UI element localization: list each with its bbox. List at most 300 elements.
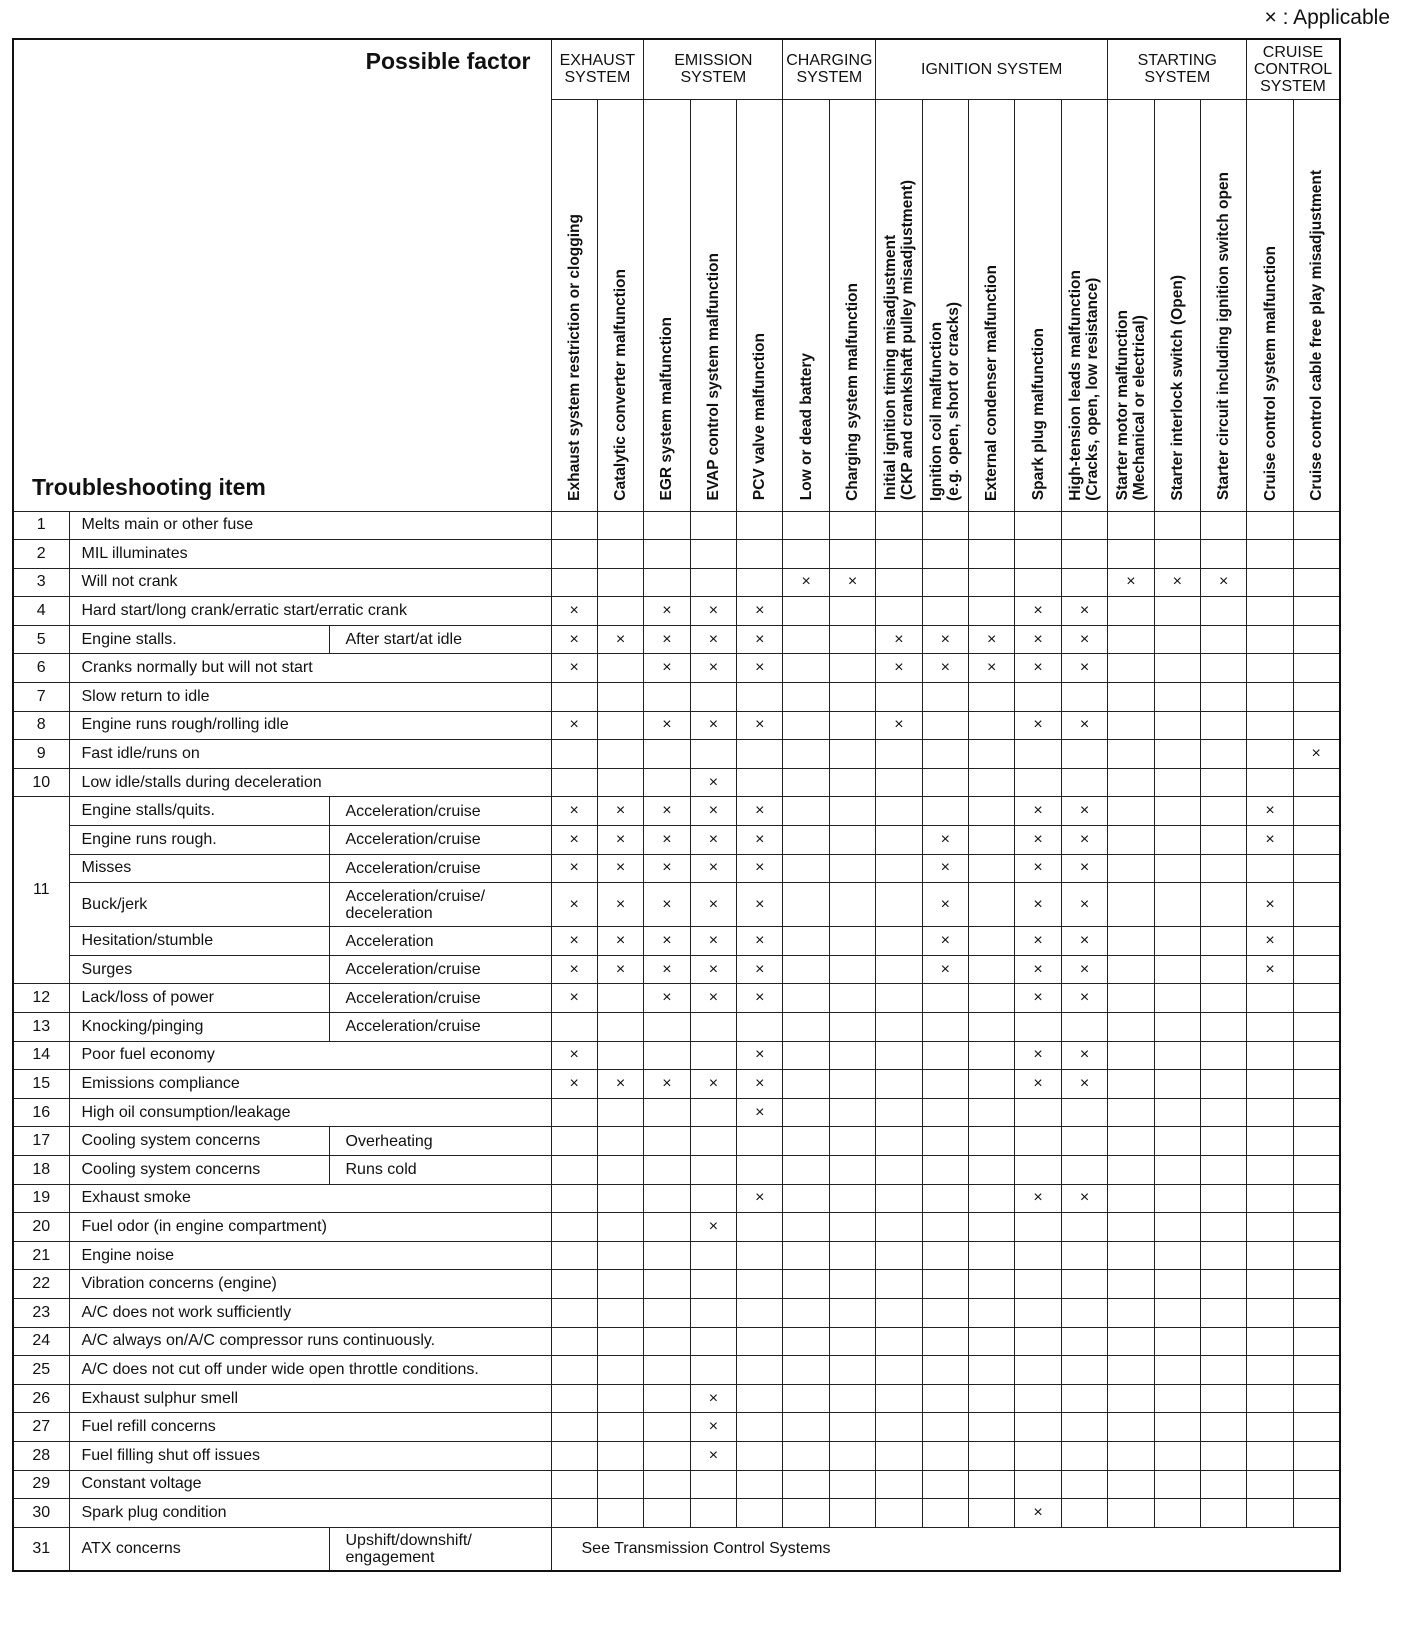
empty-cell (1015, 1441, 1061, 1470)
empty-cell (1154, 1441, 1200, 1470)
empty-cell (783, 654, 829, 683)
empty-cell (644, 1356, 690, 1385)
factor-label: Ignition coil malfunction (e.g. open, short or cracks) (928, 301, 963, 501)
empty-cell (1154, 683, 1200, 712)
empty-cell (597, 654, 643, 683)
empty-cell (690, 1041, 736, 1070)
empty-cell (1108, 1441, 1154, 1470)
empty-cell (737, 1441, 783, 1470)
applicable-mark: × (551, 654, 597, 683)
applicable-mark: × (737, 955, 783, 984)
empty-cell (783, 740, 829, 769)
empty-cell (1108, 797, 1154, 826)
empty-cell (1200, 1098, 1246, 1127)
applicable-mark: × (644, 625, 690, 654)
empty-cell (922, 568, 968, 597)
empty-cell (783, 1413, 829, 1442)
applicable-mark: × (1061, 625, 1107, 654)
empty-cell (551, 1098, 597, 1127)
applicable-mark: × (969, 625, 1015, 654)
factor-header (644, 99, 690, 511)
applicable-mark: × (690, 1384, 736, 1413)
empty-cell (1061, 1470, 1107, 1499)
row-number: 31 (13, 1527, 69, 1571)
applicable-mark: × (551, 955, 597, 984)
row-number: 6 (13, 654, 69, 683)
empty-cell (1247, 1098, 1293, 1127)
applicable-mark: × (690, 1413, 736, 1442)
empty-cell (829, 1127, 875, 1156)
empty-cell (1015, 1327, 1061, 1356)
system-group-header: CHARGING SYSTEM (783, 39, 876, 99)
empty-cell (922, 1441, 968, 1470)
empty-cell (969, 1213, 1015, 1242)
empty-cell (597, 1241, 643, 1270)
applicable-mark: × (737, 1070, 783, 1099)
empty-cell (644, 511, 690, 540)
empty-cell (737, 540, 783, 569)
empty-cell (597, 1441, 643, 1470)
applicable-mark: × (1061, 1041, 1107, 1070)
empty-cell (597, 1356, 643, 1385)
empty-cell (829, 1470, 875, 1499)
troubleshooting-item: Engine runs rough/rolling idle (69, 711, 551, 740)
troubleshooting-item: Melts main or other fuse (69, 511, 551, 540)
empty-cell (1108, 955, 1154, 984)
empty-cell (969, 1413, 1015, 1442)
applicable-mark: × (644, 955, 690, 984)
empty-cell (644, 1270, 690, 1299)
empty-cell (1200, 1013, 1246, 1042)
empty-cell (783, 1155, 829, 1184)
empty-cell (737, 1327, 783, 1356)
factor-header (690, 99, 736, 511)
empty-cell (1247, 1213, 1293, 1242)
applicable-mark: × (1247, 826, 1293, 855)
empty-cell (876, 1184, 922, 1213)
row-number: 30 (13, 1499, 69, 1528)
empty-cell (876, 540, 922, 569)
table-row (13, 826, 1340, 855)
empty-cell (1293, 1327, 1339, 1356)
empty-cell (644, 768, 690, 797)
empty-cell (1200, 625, 1246, 654)
empty-cell (922, 1155, 968, 1184)
applicable-mark: × (1015, 654, 1061, 683)
empty-cell (1200, 955, 1246, 984)
applicable-mark: × (737, 1184, 783, 1213)
empty-cell (829, 1327, 875, 1356)
factor-label: High-tension leads malfunction (Cracks, open, low resistance) (1067, 269, 1102, 501)
applicable-mark: × (1015, 826, 1061, 855)
applicable-mark: × (737, 711, 783, 740)
applicable-mark: × (1015, 711, 1061, 740)
applicable-mark: × (644, 883, 690, 927)
factor-header (737, 99, 783, 511)
empty-cell (1200, 540, 1246, 569)
empty-cell (969, 854, 1015, 883)
empty-cell (969, 768, 1015, 797)
empty-cell (1108, 1298, 1154, 1327)
row-number: 3 (13, 568, 69, 597)
row-number: 19 (13, 1184, 69, 1213)
troubleshooting-item: Will not crank (69, 568, 551, 597)
empty-cell (1108, 1241, 1154, 1270)
empty-cell (690, 740, 736, 769)
empty-cell (783, 540, 829, 569)
empty-cell (1200, 1413, 1246, 1442)
empty-cell (551, 1241, 597, 1270)
condition: Overheating (329, 1127, 551, 1156)
troubleshooting-item: A/C always on/A/C compressor runs continuously. (69, 1327, 551, 1356)
empty-cell (1108, 1384, 1154, 1413)
empty-cell (551, 1213, 597, 1242)
empty-cell (690, 1241, 736, 1270)
empty-cell (876, 1298, 922, 1327)
applicable-mark: × (1200, 568, 1246, 597)
empty-cell (644, 1127, 690, 1156)
empty-cell (690, 1270, 736, 1299)
table-row (13, 540, 1340, 569)
empty-cell (1015, 768, 1061, 797)
table-row (13, 854, 1340, 883)
empty-cell (1108, 826, 1154, 855)
troubleshooting-item: Engine stalls/quits. (69, 797, 329, 826)
applicable-mark: × (690, 1213, 736, 1242)
applicable-mark: × (644, 1070, 690, 1099)
empty-cell (690, 1298, 736, 1327)
empty-cell (644, 1184, 690, 1213)
empty-cell (1247, 711, 1293, 740)
applicable-mark: × (644, 597, 690, 626)
table-row (13, 1041, 1340, 1070)
applicable-mark: × (690, 883, 736, 927)
empty-cell (969, 955, 1015, 984)
table-row (13, 740, 1340, 769)
empty-cell (1154, 597, 1200, 626)
empty-cell (876, 927, 922, 956)
table-row (13, 511, 1340, 540)
empty-cell (1293, 797, 1339, 826)
table-row (13, 1441, 1340, 1470)
empty-cell (690, 1470, 736, 1499)
empty-cell (829, 1499, 875, 1528)
empty-cell (1200, 1327, 1246, 1356)
empty-cell (922, 1384, 968, 1413)
empty-cell (1293, 540, 1339, 569)
empty-cell (1200, 927, 1246, 956)
empty-cell (1108, 1413, 1154, 1442)
applicable-mark: × (1061, 955, 1107, 984)
empty-cell (1247, 1013, 1293, 1042)
applicable-mark: × (644, 826, 690, 855)
empty-cell (644, 1384, 690, 1413)
empty-cell (551, 1013, 597, 1042)
legend: × : Applicable (1264, 6, 1390, 29)
empty-cell (829, 711, 875, 740)
empty-cell (597, 1413, 643, 1442)
empty-cell (597, 1470, 643, 1499)
empty-cell (1247, 1470, 1293, 1499)
empty-cell (1293, 597, 1339, 626)
empty-cell (1154, 927, 1200, 956)
empty-cell (1154, 625, 1200, 654)
troubleshooting-item: Cranks normally but will not start (69, 654, 551, 683)
applicable-mark: × (737, 1098, 783, 1127)
troubleshooting-item: MIL illuminates (69, 540, 551, 569)
factor-header (1108, 99, 1154, 511)
empty-cell (1200, 984, 1246, 1013)
possible-factor-label: Possible factor (365, 48, 531, 74)
factor-label: Cruise control system malfunction (1261, 245, 1279, 501)
applicable-mark: × (551, 854, 597, 883)
empty-cell (1015, 1470, 1061, 1499)
empty-cell (597, 511, 643, 540)
applicable-mark: × (922, 955, 968, 984)
row-number: 14 (13, 1041, 69, 1070)
empty-cell (1293, 1384, 1339, 1413)
empty-cell (1293, 955, 1339, 984)
factor-header (1293, 99, 1339, 511)
empty-cell (876, 1241, 922, 1270)
system-group-header: EMISSION SYSTEM (644, 39, 783, 99)
empty-cell (737, 1270, 783, 1299)
empty-cell (1293, 826, 1339, 855)
empty-cell (551, 1327, 597, 1356)
empty-cell (1108, 1127, 1154, 1156)
row-number: 13 (13, 1013, 69, 1042)
applicable-mark: × (737, 797, 783, 826)
empty-cell (644, 740, 690, 769)
empty-cell (1200, 1070, 1246, 1099)
troubleshooting-item: Engine stalls. (69, 625, 329, 654)
applicable-mark: × (690, 854, 736, 883)
empty-cell (551, 1184, 597, 1213)
empty-cell (1293, 1013, 1339, 1042)
applicable-mark: × (737, 654, 783, 683)
empty-cell (644, 1298, 690, 1327)
applicable-mark: × (1293, 740, 1339, 769)
empty-cell (1293, 568, 1339, 597)
factor-label: Catalytic converter malfunction (612, 268, 630, 501)
empty-cell (829, 1041, 875, 1070)
empty-cell (644, 1213, 690, 1242)
applicable-mark: × (1015, 883, 1061, 927)
empty-cell (783, 597, 829, 626)
empty-cell (1108, 1213, 1154, 1242)
factor-label: EGR system malfunction (658, 317, 676, 501)
factor-label: Low or dead battery (797, 353, 815, 501)
empty-cell (829, 955, 875, 984)
empty-cell (1200, 1356, 1246, 1385)
empty-cell (829, 768, 875, 797)
factor-header (1247, 99, 1293, 511)
empty-cell (690, 1155, 736, 1184)
troubleshooting-item: Low idle/stalls during deceleration (69, 768, 551, 797)
troubleshooting-item: Hesitation/stumble (69, 927, 329, 956)
empty-cell (783, 1327, 829, 1356)
system-group-header: EXHAUST SYSTEM (551, 39, 644, 99)
empty-cell (783, 797, 829, 826)
empty-cell (551, 768, 597, 797)
empty-cell (876, 1213, 922, 1242)
empty-cell (1108, 654, 1154, 683)
condition: Acceleration/cruise (329, 955, 551, 984)
factor-label: Initial ignition timing misadjustment (CKP and crankshaft pulley misadjustment) (881, 180, 916, 501)
empty-cell (1200, 1499, 1246, 1528)
row-number: 8 (13, 711, 69, 740)
empty-cell (876, 768, 922, 797)
empty-cell (1154, 1327, 1200, 1356)
empty-cell (783, 711, 829, 740)
condition: Acceleration/cruise (329, 854, 551, 883)
applicable-mark: × (922, 883, 968, 927)
empty-cell (1061, 1155, 1107, 1184)
empty-cell (969, 1241, 1015, 1270)
table-row (13, 1413, 1340, 1442)
empty-cell (1293, 1041, 1339, 1070)
empty-cell (690, 540, 736, 569)
empty-cell (1247, 540, 1293, 569)
applicable-mark: × (551, 1070, 597, 1099)
empty-cell (644, 1241, 690, 1270)
empty-cell (1293, 1298, 1339, 1327)
empty-cell (690, 1098, 736, 1127)
empty-cell (1015, 1356, 1061, 1385)
empty-cell (551, 511, 597, 540)
empty-cell (1293, 511, 1339, 540)
empty-cell (783, 883, 829, 927)
empty-cell (969, 1070, 1015, 1099)
applicable-mark: × (551, 597, 597, 626)
empty-cell (1247, 511, 1293, 540)
applicable-mark: × (690, 1441, 736, 1470)
empty-cell (922, 1013, 968, 1042)
empty-cell (737, 511, 783, 540)
empty-cell (644, 1013, 690, 1042)
troubleshooting-item: Surges (69, 955, 329, 984)
empty-cell (969, 1041, 1015, 1070)
empty-cell (876, 1356, 922, 1385)
empty-cell (1247, 597, 1293, 626)
empty-cell (969, 1441, 1015, 1470)
empty-cell (876, 1013, 922, 1042)
empty-cell (690, 1499, 736, 1528)
empty-cell (969, 511, 1015, 540)
empty-cell (644, 1470, 690, 1499)
empty-cell (1154, 1241, 1200, 1270)
empty-cell (1293, 1241, 1339, 1270)
empty-cell (1061, 1441, 1107, 1470)
empty-cell (876, 955, 922, 984)
empty-cell (1247, 1327, 1293, 1356)
empty-cell (551, 1499, 597, 1528)
table-row (13, 1384, 1340, 1413)
applicable-mark: × (1061, 1070, 1107, 1099)
troubleshooting-item: Cooling system concerns (69, 1155, 329, 1184)
applicable-mark: × (1154, 568, 1200, 597)
empty-cell (1200, 1184, 1246, 1213)
applicable-mark: × (690, 955, 736, 984)
empty-cell (597, 597, 643, 626)
empty-cell (1061, 1499, 1107, 1528)
empty-cell (829, 1270, 875, 1299)
empty-cell (783, 1470, 829, 1499)
empty-cell (1200, 1155, 1246, 1184)
applicable-mark: × (644, 927, 690, 956)
empty-cell (1015, 540, 1061, 569)
empty-cell (876, 883, 922, 927)
troubleshooting-matrix (12, 38, 1341, 1572)
table-row (13, 654, 1340, 683)
empty-cell (737, 740, 783, 769)
empty-cell (922, 1127, 968, 1156)
empty-cell (876, 597, 922, 626)
troubleshooting-item: Poor fuel economy (69, 1041, 551, 1070)
empty-cell (551, 1155, 597, 1184)
row-number: 29 (13, 1470, 69, 1499)
empty-cell (829, 927, 875, 956)
empty-cell (1247, 1298, 1293, 1327)
empty-cell (737, 1241, 783, 1270)
applicable-mark: × (551, 797, 597, 826)
empty-cell (1154, 854, 1200, 883)
row-number: 24 (13, 1327, 69, 1356)
empty-cell (551, 540, 597, 569)
empty-cell (1247, 768, 1293, 797)
empty-cell (1247, 654, 1293, 683)
empty-cell (829, 1356, 875, 1385)
empty-cell (597, 540, 643, 569)
empty-cell (1200, 511, 1246, 540)
empty-cell (876, 854, 922, 883)
empty-cell (783, 511, 829, 540)
empty-cell (922, 1270, 968, 1299)
applicable-mark: × (1247, 927, 1293, 956)
empty-cell (1015, 1213, 1061, 1242)
empty-cell (969, 597, 1015, 626)
applicable-mark: × (690, 1070, 736, 1099)
empty-cell (829, 625, 875, 654)
empty-cell (876, 1441, 922, 1470)
empty-cell (969, 1270, 1015, 1299)
troubleshooting-item: Slow return to idle (69, 683, 551, 712)
factor-label: External condenser malfunction (983, 264, 1001, 501)
empty-cell (1061, 511, 1107, 540)
factor-header (551, 99, 597, 511)
applicable-mark: × (644, 984, 690, 1013)
empty-cell (1293, 984, 1339, 1013)
empty-cell (1108, 854, 1154, 883)
empty-cell (1154, 1384, 1200, 1413)
empty-cell (1061, 1298, 1107, 1327)
empty-cell (1154, 768, 1200, 797)
empty-cell (551, 683, 597, 712)
empty-cell (1247, 1384, 1293, 1413)
row-number: 15 (13, 1070, 69, 1099)
table-row (13, 1470, 1340, 1499)
empty-cell (1015, 740, 1061, 769)
applicable-mark: × (690, 984, 736, 1013)
empty-cell (969, 797, 1015, 826)
empty-cell (829, 511, 875, 540)
empty-cell (1108, 540, 1154, 569)
empty-cell (1061, 1013, 1107, 1042)
empty-cell (969, 984, 1015, 1013)
empty-cell (1200, 1127, 1246, 1156)
troubleshooting-item: Knocking/pinging (69, 1013, 329, 1042)
applicable-mark: × (597, 1070, 643, 1099)
